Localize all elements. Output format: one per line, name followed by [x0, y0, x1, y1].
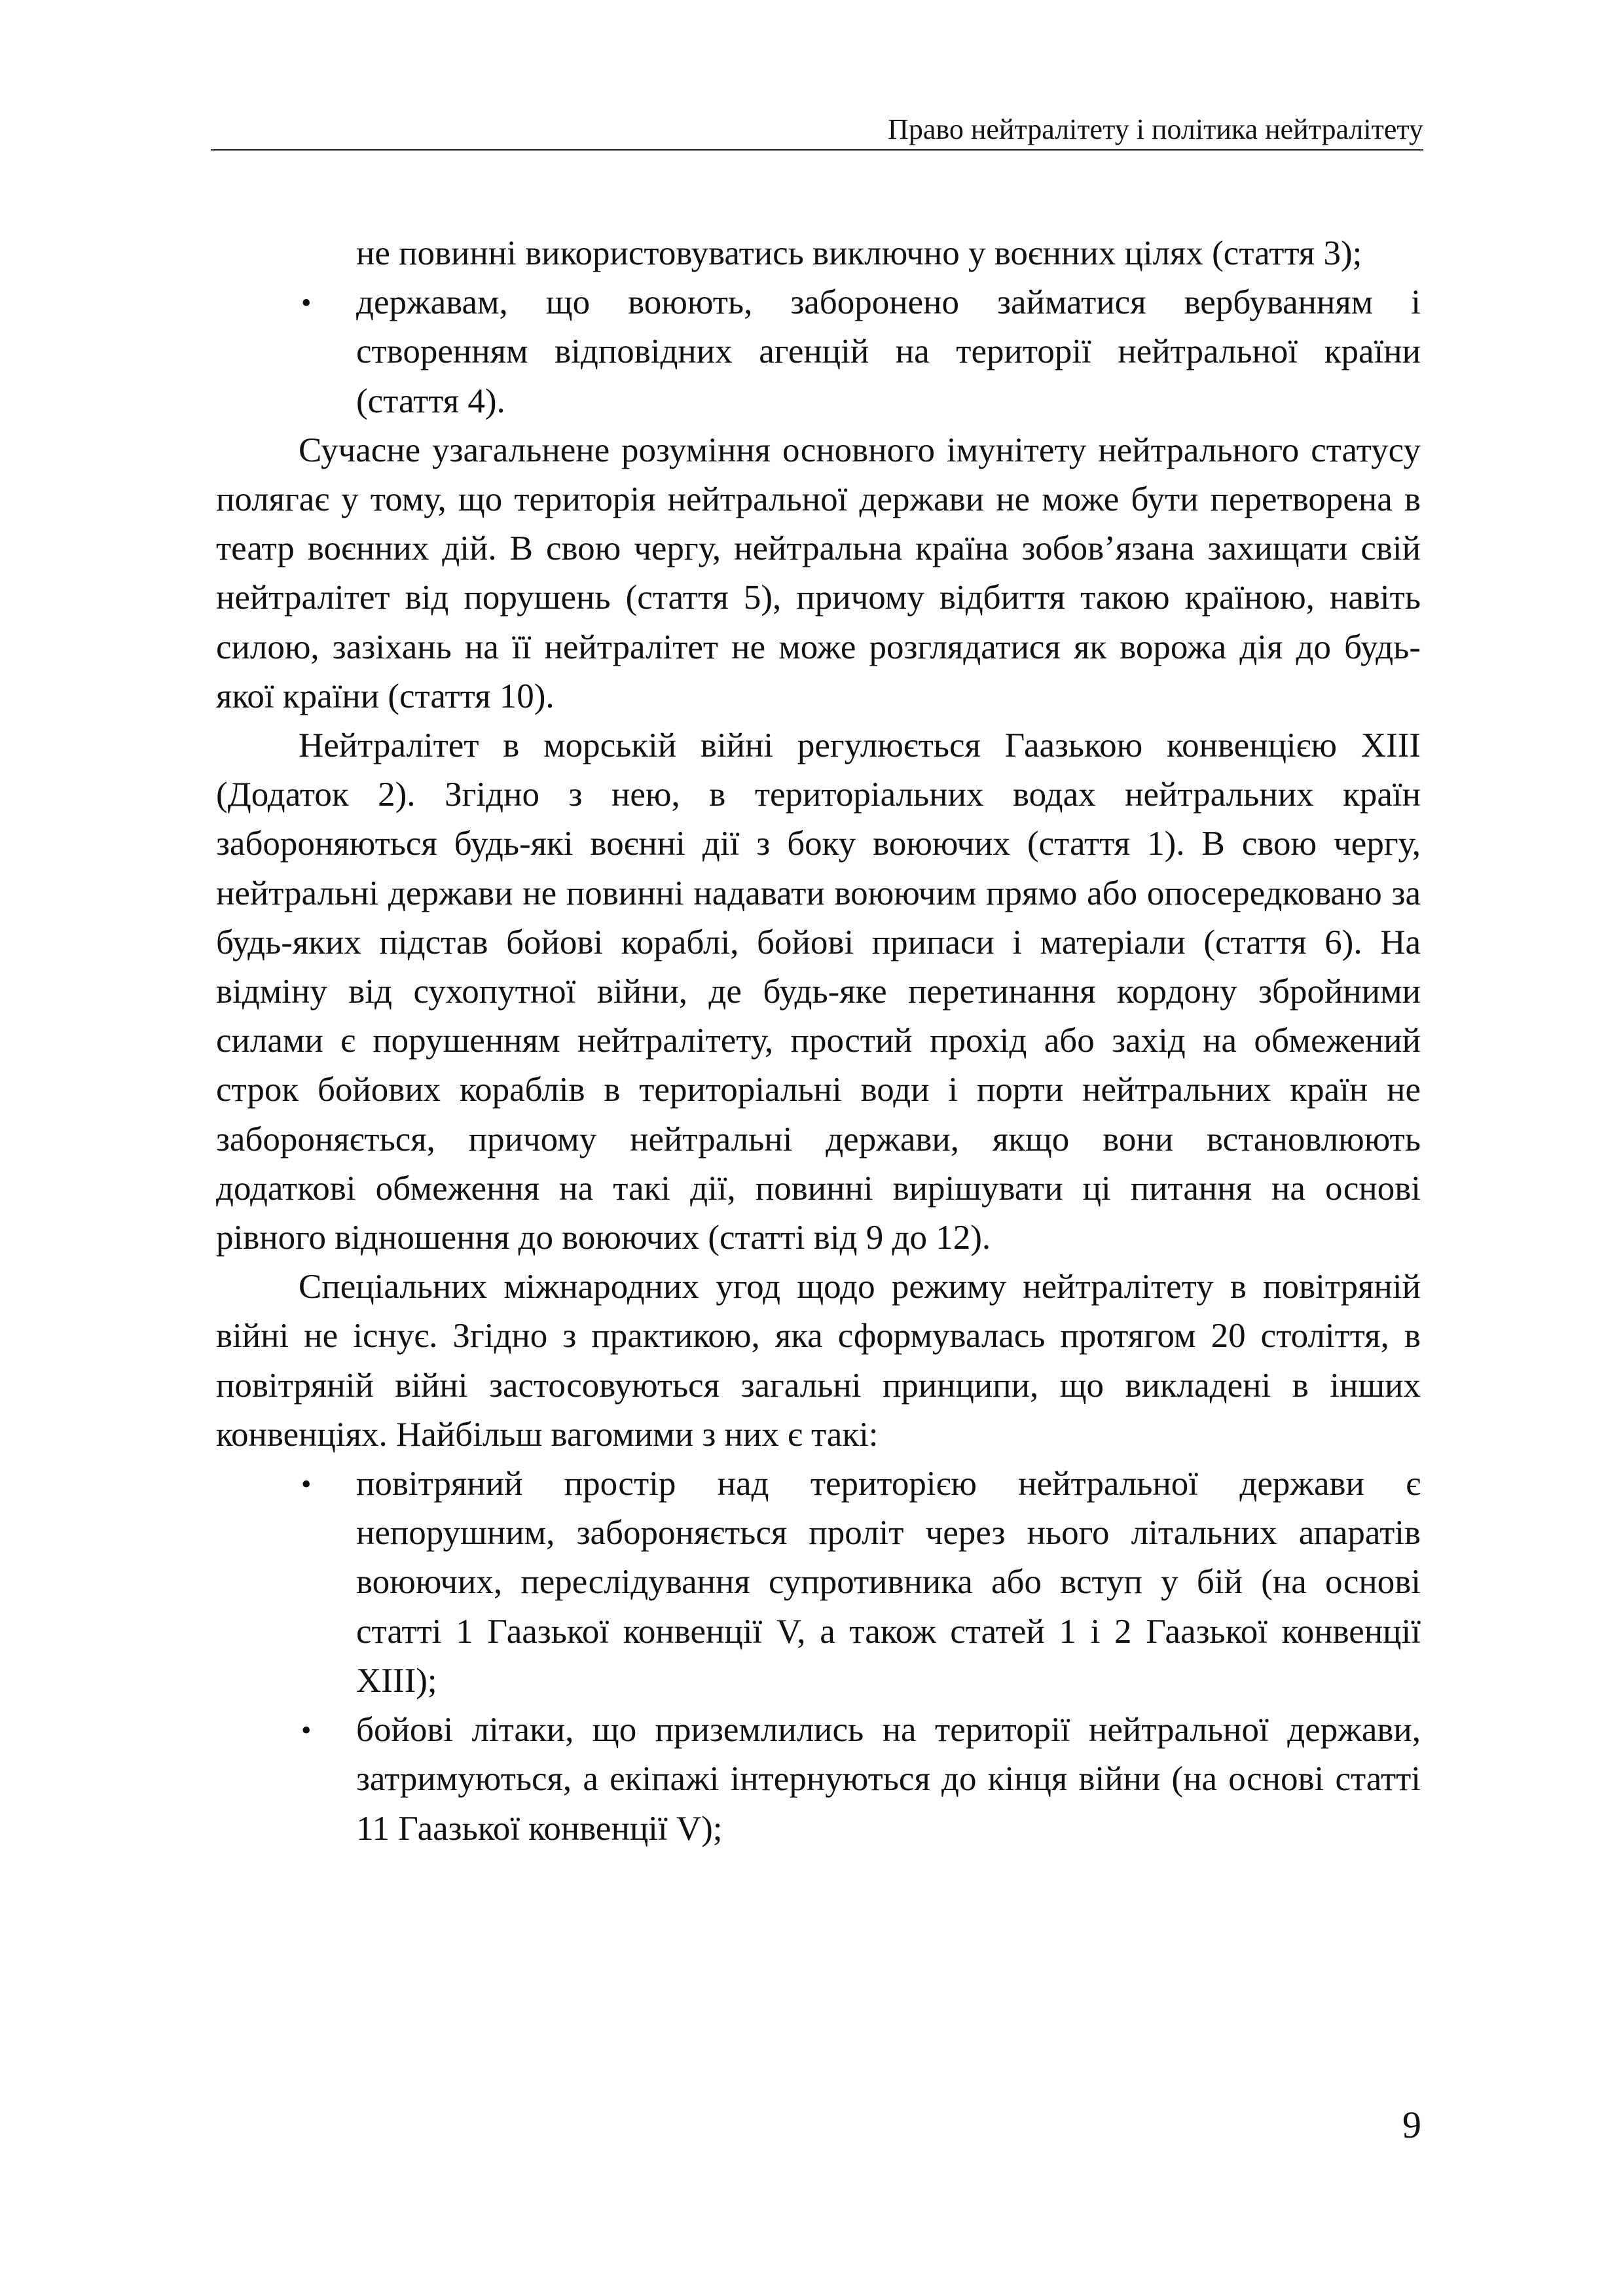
bullet-icon: •	[301, 287, 312, 319]
running-title: Право нейтралітету і політика нейтралітету	[888, 113, 1423, 145]
paragraph-naval-war: Нейтралітет в морській війні регулюється Гаазькою конвенцією XIII (Додаток 2). Згідно з нею, в територіальних водах нейтральних країн забороняються будь-які воєнні дії з боку воюючих (стаття 1). В свою чергу, нейтральні держави не повинні надавати воюючим прямо або опосередковано за будь-яких підстав бойові кораблі, бойові припаси і матеріали (стаття 6). На відміну від сухопутної війни, де будь-яке перетинання кордону збройними силами є порушенням нейтралітету, простий прохід або захід на обмежений строк бойових кораблів в територіальні води і порти нейтральних країн не забороняється, причому нейтральні держави, якщо вони встановлюють додаткові обмеження на такі дії, повинні вирішувати ці питання на основі рівного відношення до воюючих (статті від 9 до 12).	[216, 726, 1421, 1257]
bullet-icon: •	[301, 1468, 312, 1501]
bullet-icon: •	[301, 1714, 312, 1747]
bullet-continuation: не повинні використовуватись виключно у воєнних цілях (стаття 3);	[356, 234, 1362, 272]
list-item	[216, 278, 1421, 426]
bullet-list-2	[216, 1460, 1421, 1854]
list-item	[216, 1460, 1421, 1706]
list-item-text: державам, що воюють, заборонено займатися вербуванням і створенням відповідних агенцій на території нейтральної країни (стаття 4).	[356, 283, 1421, 420]
paragraph-immunity: Сучасне узагальнене розуміння основного імунітету нейтрального статусу полягає у тому, що територія нейтральної держави не може бути перетворена в театр воєнних дій. В свою чергу, нейтральна країна зобов’язана захищати свій нейтралітет від порушень (стаття 5), причому відбиття такою країною, навіть силою, зазіхань на її нейтралітет не може розглядатися як ворожа дія до будь-якої країни (стаття 10).	[216, 431, 1421, 715]
list-item-text: бойові літаки, що приземлились на території нейтральної держави, затримуються, а екіпажі інтернуються до кінця війни (на основі статті 11 Гаазької конвенції V);	[356, 1711, 1421, 1848]
list-item-text: повітряний простір над територією нейтральної держави є непорушним, забороняється проліт через нього літальних апаратів воюючих, переслідування супротивника або вступ у бій (на основі статті 1 Гаазької конвенції V, а також статей 1 і 2 Гаазької конвенції XIII);	[356, 1465, 1421, 1700]
bullet-list-1	[216, 278, 1421, 426]
page-body	[216, 229, 1421, 1854]
page-number: 9	[1402, 2104, 1421, 2146]
list-item	[216, 1706, 1421, 1854]
paragraph-air-war: Спеціальних міжнародних угод щодо режиму нейтралітету в повітряній війні не існує. Згідно з практикою, яка сформувалась протягом 20 століття, в повітряній війні застосовуються загальні принципи, що викладені в інших конвенціях. Найбільш вагомими з них є такі:	[216, 1268, 1421, 1454]
running-header	[211, 110, 1423, 151]
